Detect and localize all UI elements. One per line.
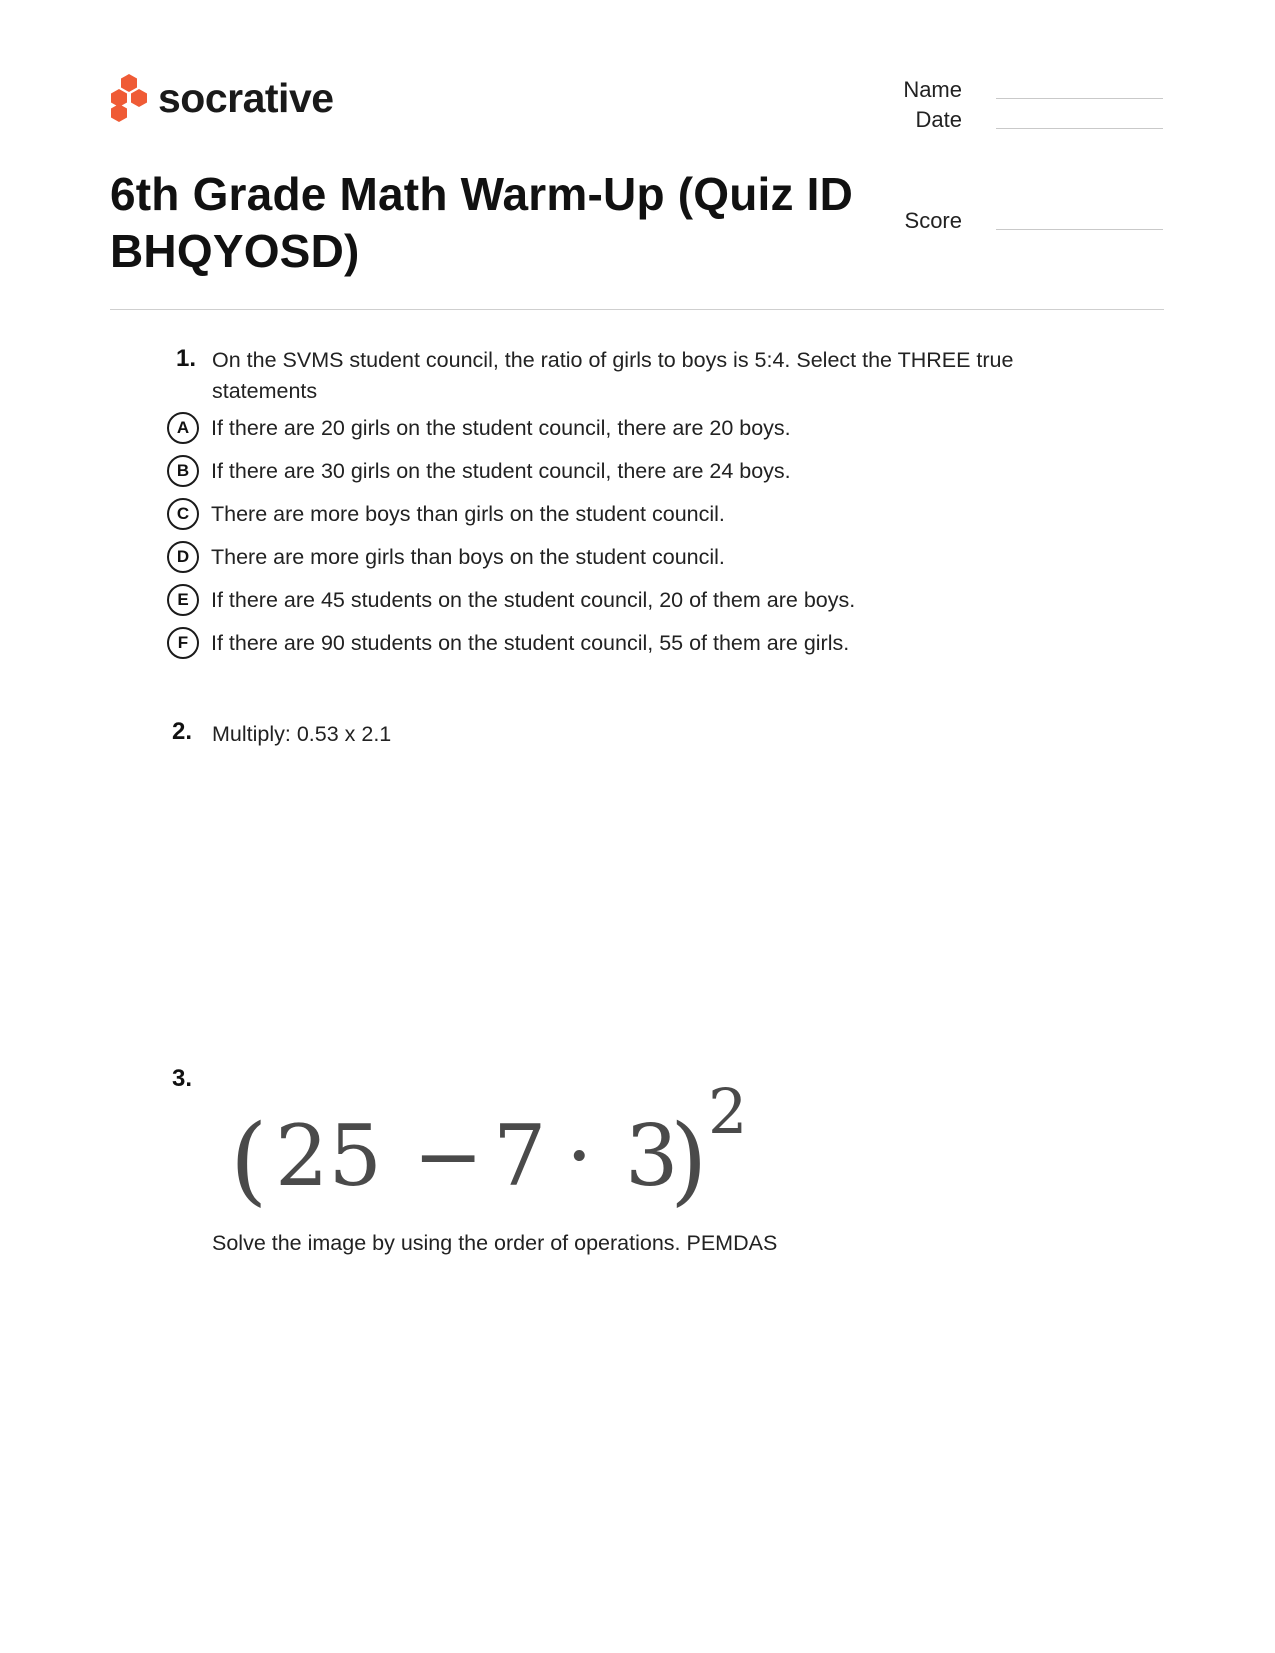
option-a-letter[interactable]: A (167, 412, 199, 444)
option-c-letter[interactable]: C (167, 498, 199, 530)
question-3-number: 3. (172, 1065, 193, 1092)
option-a[interactable] (167, 412, 791, 444)
question-2-number: 2. (172, 718, 193, 745)
socrative-hexagon-icon (110, 73, 148, 123)
score-label: Score (904, 208, 962, 233)
question-1-text: On the SVMS student council, the ratio of girls to boys is 5:4. Select the THREE true statements (212, 348, 1014, 403)
option-c[interactable] (167, 498, 725, 530)
name-line[interactable] (996, 98, 1163, 99)
date-label: Date (915, 107, 962, 132)
expr-number-3: 3 (625, 1107, 679, 1205)
option-e-text: If there are 45 students on the student council, 20 of them are boys. (211, 587, 856, 612)
brand-name: socrative (158, 74, 334, 121)
page-title: 6th Grade Math Warm-Up (Quiz ID BHQYOSD) (110, 168, 854, 277)
option-a-text: If there are 20 girls on the student council, there are 20 boys. (211, 415, 791, 440)
option-c-text: There are more boys than girls on the student council. (211, 501, 725, 526)
option-f[interactable] (167, 627, 849, 659)
option-e[interactable] (167, 584, 855, 616)
option-f-letter[interactable]: F (167, 627, 199, 659)
option-b-letter[interactable]: B (167, 455, 199, 487)
option-b-text: If there are 30 girls on the student council, there are 24 boys. (211, 458, 791, 483)
score-line[interactable] (996, 229, 1163, 230)
question-3-text: Solve the image by using the order of operations. PEMDAS (212, 1231, 778, 1255)
option-b[interactable] (167, 455, 791, 487)
expr-number-25: 25 (275, 1107, 382, 1205)
option-e-letter[interactable]: E (167, 584, 199, 616)
expr-close-paren: ) (670, 1104, 708, 1216)
question-2-text: Multiply: 0.53 x 2.1 (212, 722, 392, 746)
socrative-logo (110, 72, 334, 124)
math-expression-image (225, 1075, 785, 1225)
option-f-text: If there are 90 students on the student council, 55 of them are girls. (211, 630, 850, 655)
option-d[interactable] (167, 541, 725, 573)
expr-number-7: 7 (493, 1107, 547, 1205)
name-label: Name (903, 77, 962, 102)
expr-exponent: 2 (708, 1075, 748, 1148)
option-d-letter[interactable]: D (167, 541, 199, 573)
expr-dot: · (566, 1107, 593, 1205)
header-divider (110, 309, 1164, 310)
question-1-number: 1. (176, 345, 197, 372)
option-d-text: There are more girls than boys on the student council. (211, 544, 725, 569)
date-line[interactable] (996, 128, 1163, 129)
expr-minus: − (413, 1107, 484, 1205)
expr-open-paren: ( (230, 1104, 268, 1216)
